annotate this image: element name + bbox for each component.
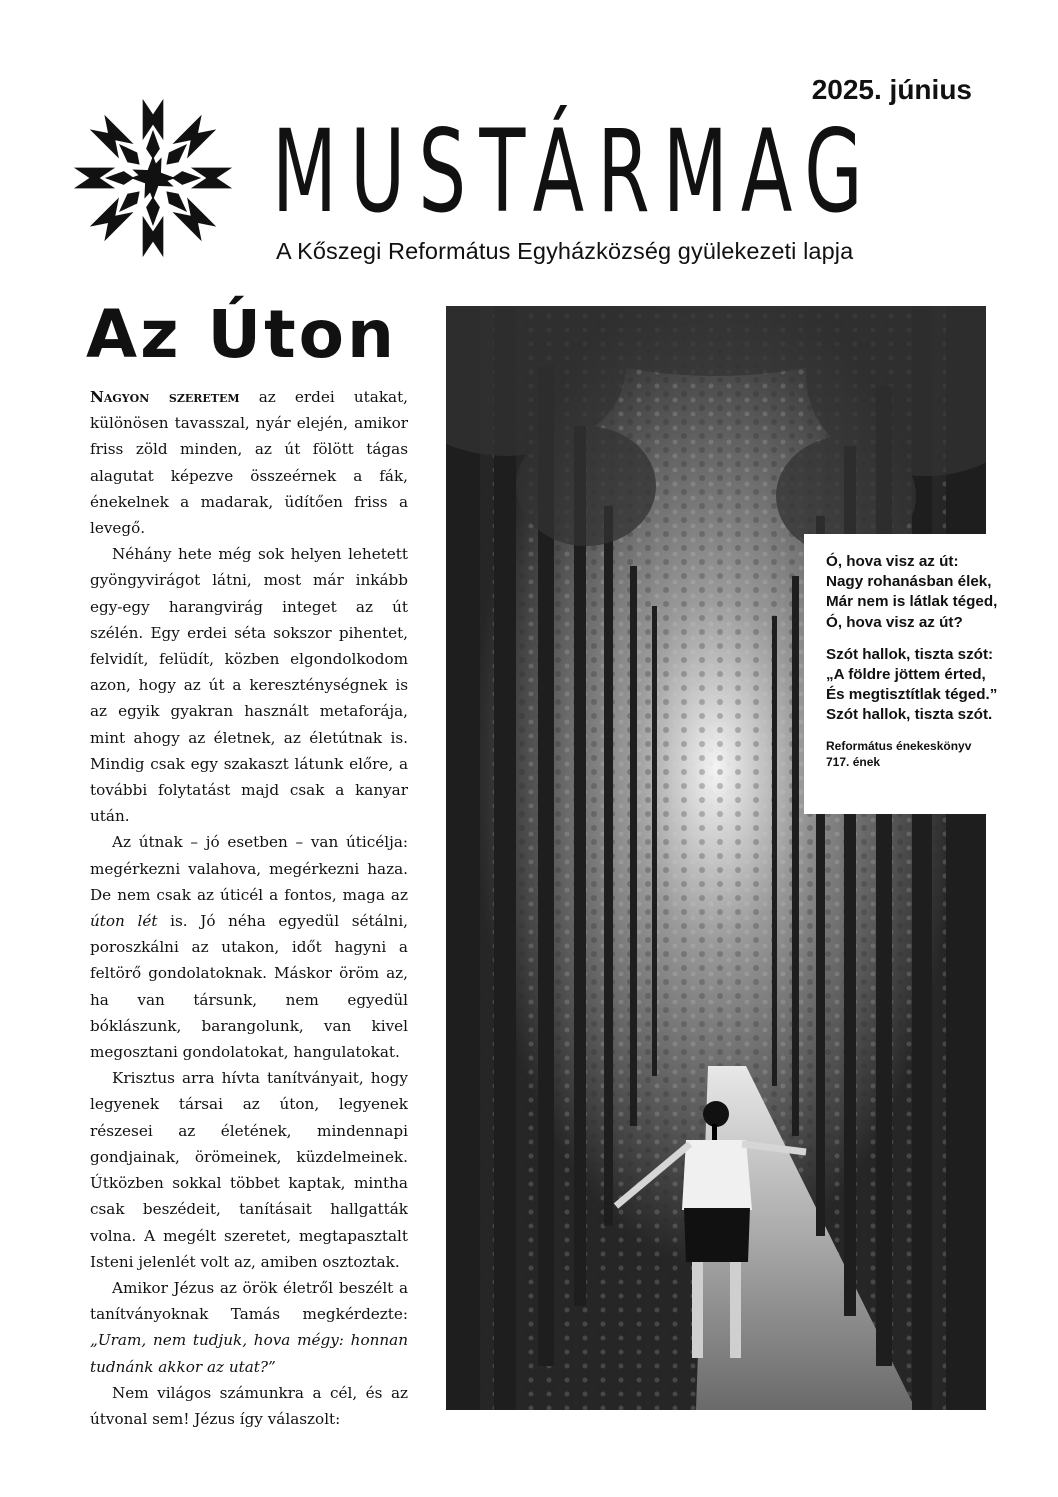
article-paragraph: Nagyon szeretem az erdei utakat, különösen tavasszal, nyár elején, amikor friss zöld minden, az út fölött tágas alagutat képezve összeérnek a fák, énekelnek a madarak, üdítően friss a levegő. — [90, 388, 409, 538]
star-logo-icon — [66, 92, 240, 264]
article-title: Az Úton — [86, 296, 397, 373]
article-paragraph: Nem világos számunkra a cél, és az útvonal sem! Jézus így válaszolt: — [90, 1383, 408, 1428]
hymn-stanza-2: Szót hallok, tiszta szót: „A földre jöttem érted, És megtisztítlak téged.” Szót hallok, tiszta szót. — [826, 645, 998, 724]
masthead-title: MUSTÁRMAG — [272, 105, 876, 238]
hymn-box — [804, 534, 1012, 814]
masthead-subtitle: A Kőszegi Református Egyházközség gyülekezeti lapja — [276, 238, 854, 264]
article-paragraph: Krisztus arra hívta tanítványait, hogy legyenek társai az úton, legyenek részesei az életének, mindennapi gondjainak, örömeinek, küzdelmeinek. Útközben sokkal többet kaptak, mintha csak beszédeit, tanításait hallgatták volna. A megélt szeretet, megtapasztalt Isteni jelenlét volt az, amiben osztoztak. — [90, 1069, 408, 1271]
issue-date: 2025. június — [811, 74, 972, 105]
article-paragraph: Néhány hete még sok helyen lehetett gyöngyvirágot látni, most már inkább egy-egy harangvirág integet az út szélén. Egy erdei séta sokszor pihentet, felvidít, felüdít, közben elgondolkodom azon, hogy az út a kereszténységnek is az egyik gyakran használt metaforája, mint ahogy az életnek, az életútnak is. Mindig csak egy szakaszt látunk előre, a további folytatást majd csak a kanyar után. — [90, 545, 408, 826]
hymn-source: Református énekeskönyv 717. ének — [826, 738, 972, 769]
article-body — [90, 384, 408, 1432]
forest-path-photo — [446, 306, 986, 1410]
lead-word: Nagyon szeretem — [90, 388, 240, 406]
hymn-stanza-1: Ó, hova visz az út: Nagy rohanásban élek, Már nem is látlak téged, Ó, hova visz az út? — [826, 553, 998, 631]
article-paragraph: Amikor Jézus az örök életről beszélt a tanítványoknak Tamás megkérdezte: „Uram, nem tudjuk, hova mégy: honnan tudnánk akkor az utat?” — [90, 1278, 408, 1376]
article-paragraph: Az útnak – jó esetben – van úticélja: megérkezni valahova, megérkezni haza. De nem csak az úticél a fontos, maga az úton lét is. Jó néha egyedül sétálni, poroszkálni az utakon, időt hagyni a feltörő gondolatoknak. Máskor öröm az, ha van társunk, nem egyedül bóklászunk, barangolunk, van kivel megosztani gondolatokat, hangulatokat. — [90, 833, 409, 1062]
